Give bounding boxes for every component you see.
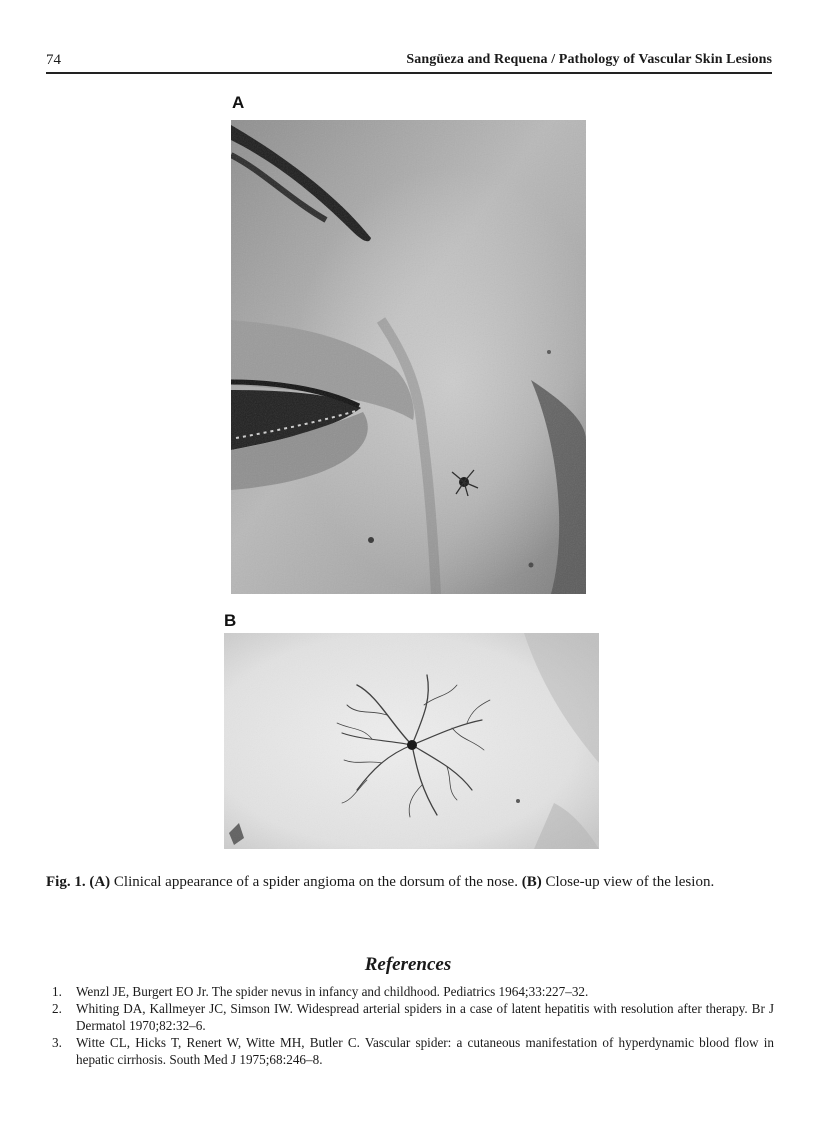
caption-b-text: Close-up view of the lesion.: [545, 874, 715, 890]
caption-a-text: Clinical appearance of a spider angioma on the dorsum of the nose.: [113, 874, 518, 890]
caption-a-label: (A): [89, 874, 111, 890]
reference-text: Witte CL, Hicks T, Renert W, Witte MH, Butler C. Vascular spider: a cutaneous manifestation of hyperdynamic blood flow in hepatic cirrhosis. South Med J 1975;68:246–8.: [76, 1035, 774, 1067]
page-header: [46, 50, 772, 74]
panel-a-label: A: [232, 93, 245, 112]
reference-number: 3.: [52, 1035, 62, 1050]
reference-text: Whiting DA, Kallmeyer JC, Simson IW. Widespread arterial spiders in a case of latent hepatitis with resolution after therapy. Br J Dermatol 1970;82:32–6.: [76, 1001, 774, 1033]
figure-panel-b-photo: [224, 633, 599, 849]
panel-b-label: B: [224, 611, 237, 630]
figure-label: Fig. 1.: [46, 874, 86, 890]
references-heading: References: [364, 954, 452, 975]
reference-item: [52, 1000, 774, 1034]
reference-number: 1.: [52, 984, 62, 999]
figure-caption: [46, 873, 774, 892]
reference-text: Wenzl JE, Burgert EO Jr. The spider nevus in infancy and childhood. Pediatrics 1964;33:227–32.: [76, 984, 589, 999]
reference-item: [52, 983, 774, 1000]
reference-item: [52, 1034, 774, 1068]
figure-panel-a-photo: [231, 120, 586, 594]
reference-list: [52, 983, 774, 1068]
running-head: Sangüeza and Requena / Pathology of Vascular Skin Lesions: [406, 52, 772, 67]
caption-b-label: (B): [521, 874, 542, 890]
page-number: 74: [46, 52, 61, 68]
reference-number: 2.: [52, 1001, 62, 1016]
